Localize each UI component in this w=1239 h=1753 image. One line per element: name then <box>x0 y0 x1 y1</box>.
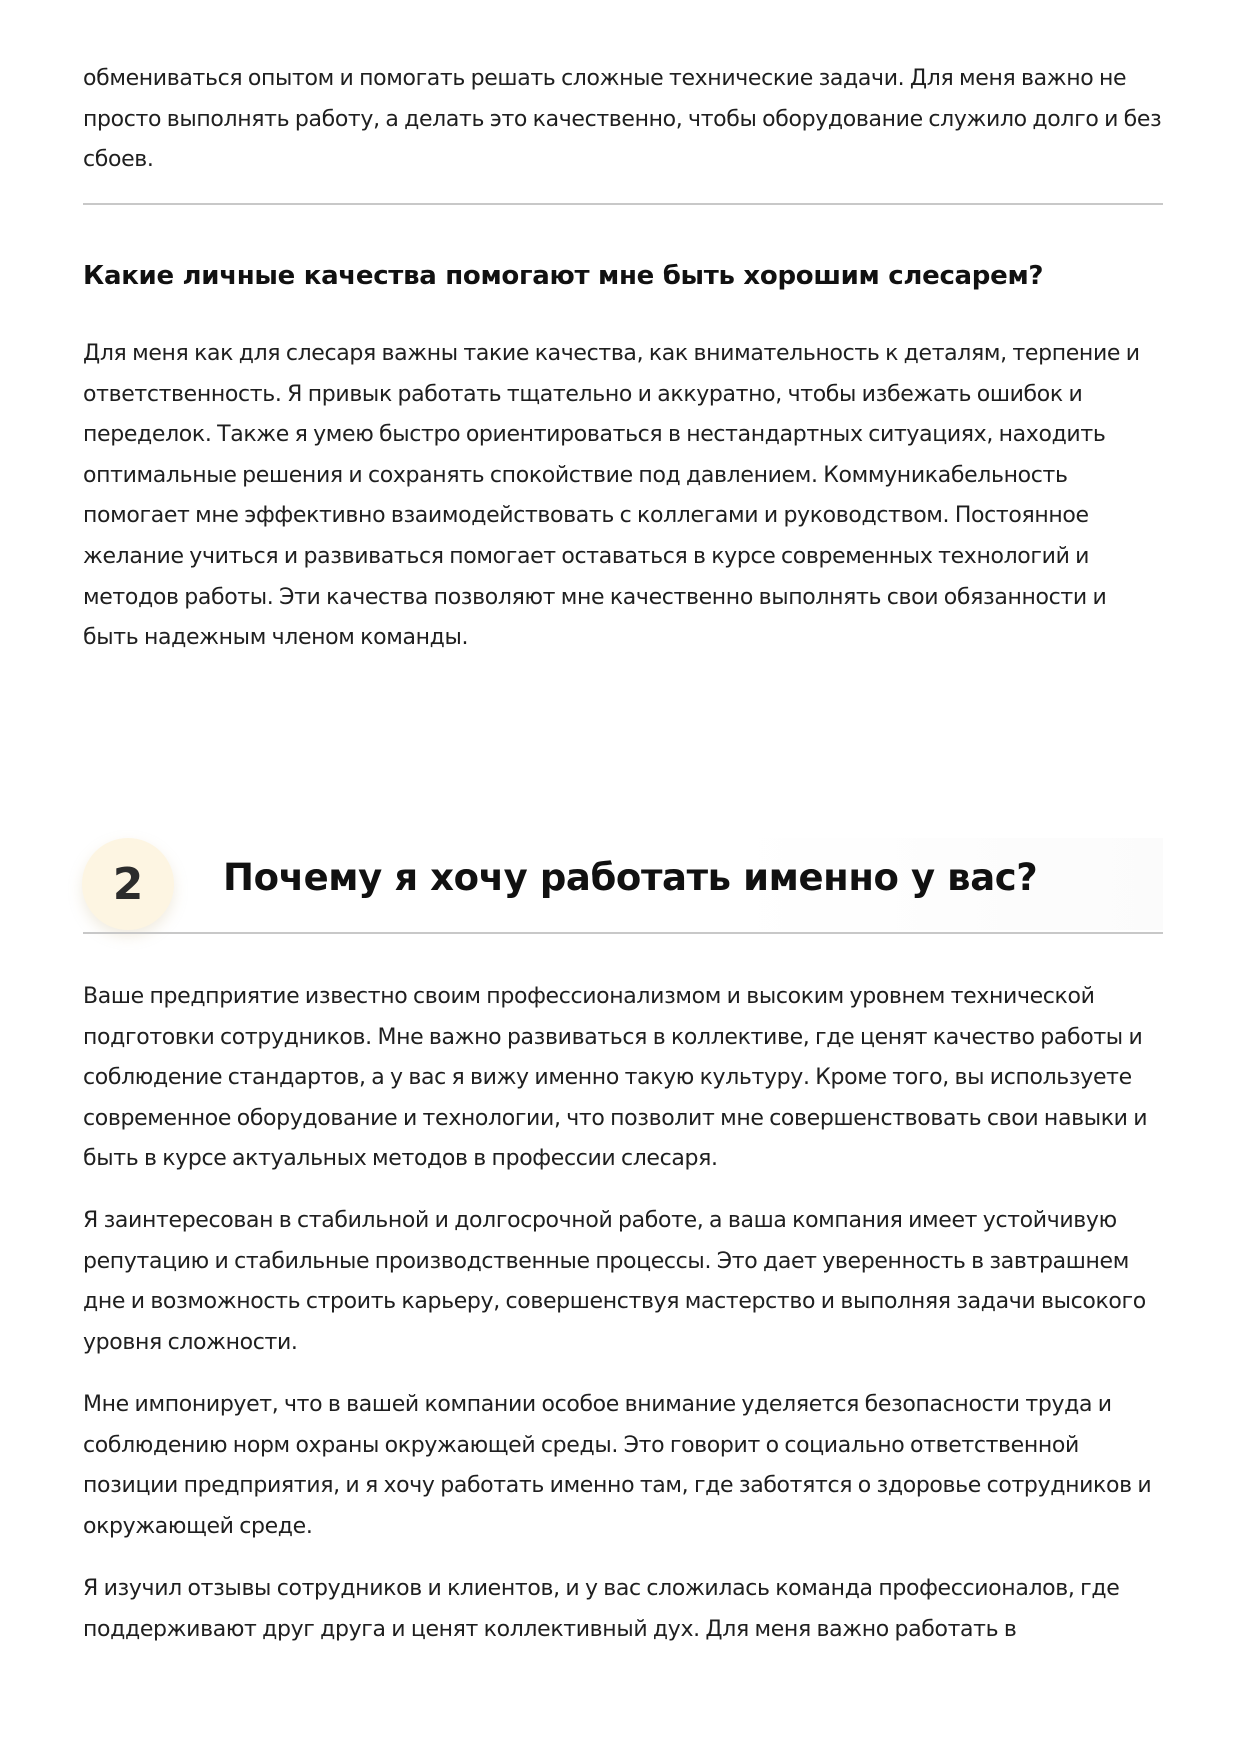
section-2-title: Почему я хочу работать именно у вас? <box>223 856 1038 899</box>
section-2-paragraph: Ваше предприятие известно своим профессионализмом и высоким уровнем технической подготовки сотрудников. Мне важно развиваться в коллективе, где ценят качество работы и соблюдение стандартов, а у вас я вижу именно такую культуру. Кроме того, вы используете современное оборудование и технологии, что позволит мне совершенствовать свои навыки и быть в курсе актуальных методов в профессии слесаря. <box>83 984 1148 1172</box>
section-divider <box>83 203 1163 205</box>
intro-paragraph: обмениваться опытом и помогать решать сложные технические задачи. Для меня важно не просто выполнять работу, а делать это качественно, чтобы оборудование служило долго и без сбоев. <box>83 66 1162 173</box>
qualities-paragraph: Для меня как для слесаря важны такие качества, как внимательность к деталям, терпение и ответственность. Я привык работать тщательно и аккуратно, чтобы избежать ошибок и переделок. Также я умею быстро ориентироваться в нестандартных ситуациях, находить оптимальные решения и сохранять спокойствие под давлением. Коммуникабельность помогает мне эффективно взаимодействовать с коллегами и руководством. Постоянное желание учиться и развиваться помогает оставаться в курсе современных технологий и методов работы. Эти качества позволяют мне качественно выполнять свои обязанности и быть надежным членом команды. <box>83 341 1140 651</box>
section-2-paragraph: Я изучил отзывы сотрудников и клиентов, и у вас сложилась команда профессионалов, где поддерживают друг друга и ценят коллективный дух. Для меня важно работать в <box>83 1576 1120 1642</box>
section-number-badge: 2 <box>82 838 174 930</box>
qualities-heading: Какие личные качества помогают мне быть хорошим слесарем? <box>83 261 1044 291</box>
section-2-paragraph: Мне импонирует, что в вашей компании особое внимание уделяется безопасности труда и соблюдению норм охраны окружающей среды. Это говорит о социально ответственной позиции предприятия, и я хочу работать именно там, где заботятся о здоровье сотрудников и окружающей среде. <box>83 1392 1152 1539</box>
section-2-paragraph: Я заинтересован в стабильной и долгосрочной работе, а ваша компания имеет устойчивую репутацию и стабильные производственные процессы. Это дает уверенность в завтрашнем дне и возможность строить карьеру, совершенствуя мастерство и выполняя задачи высокого уровня сложности. <box>83 1208 1146 1355</box>
section-2-header <box>83 838 1163 930</box>
section-2-divider <box>83 932 1163 934</box>
